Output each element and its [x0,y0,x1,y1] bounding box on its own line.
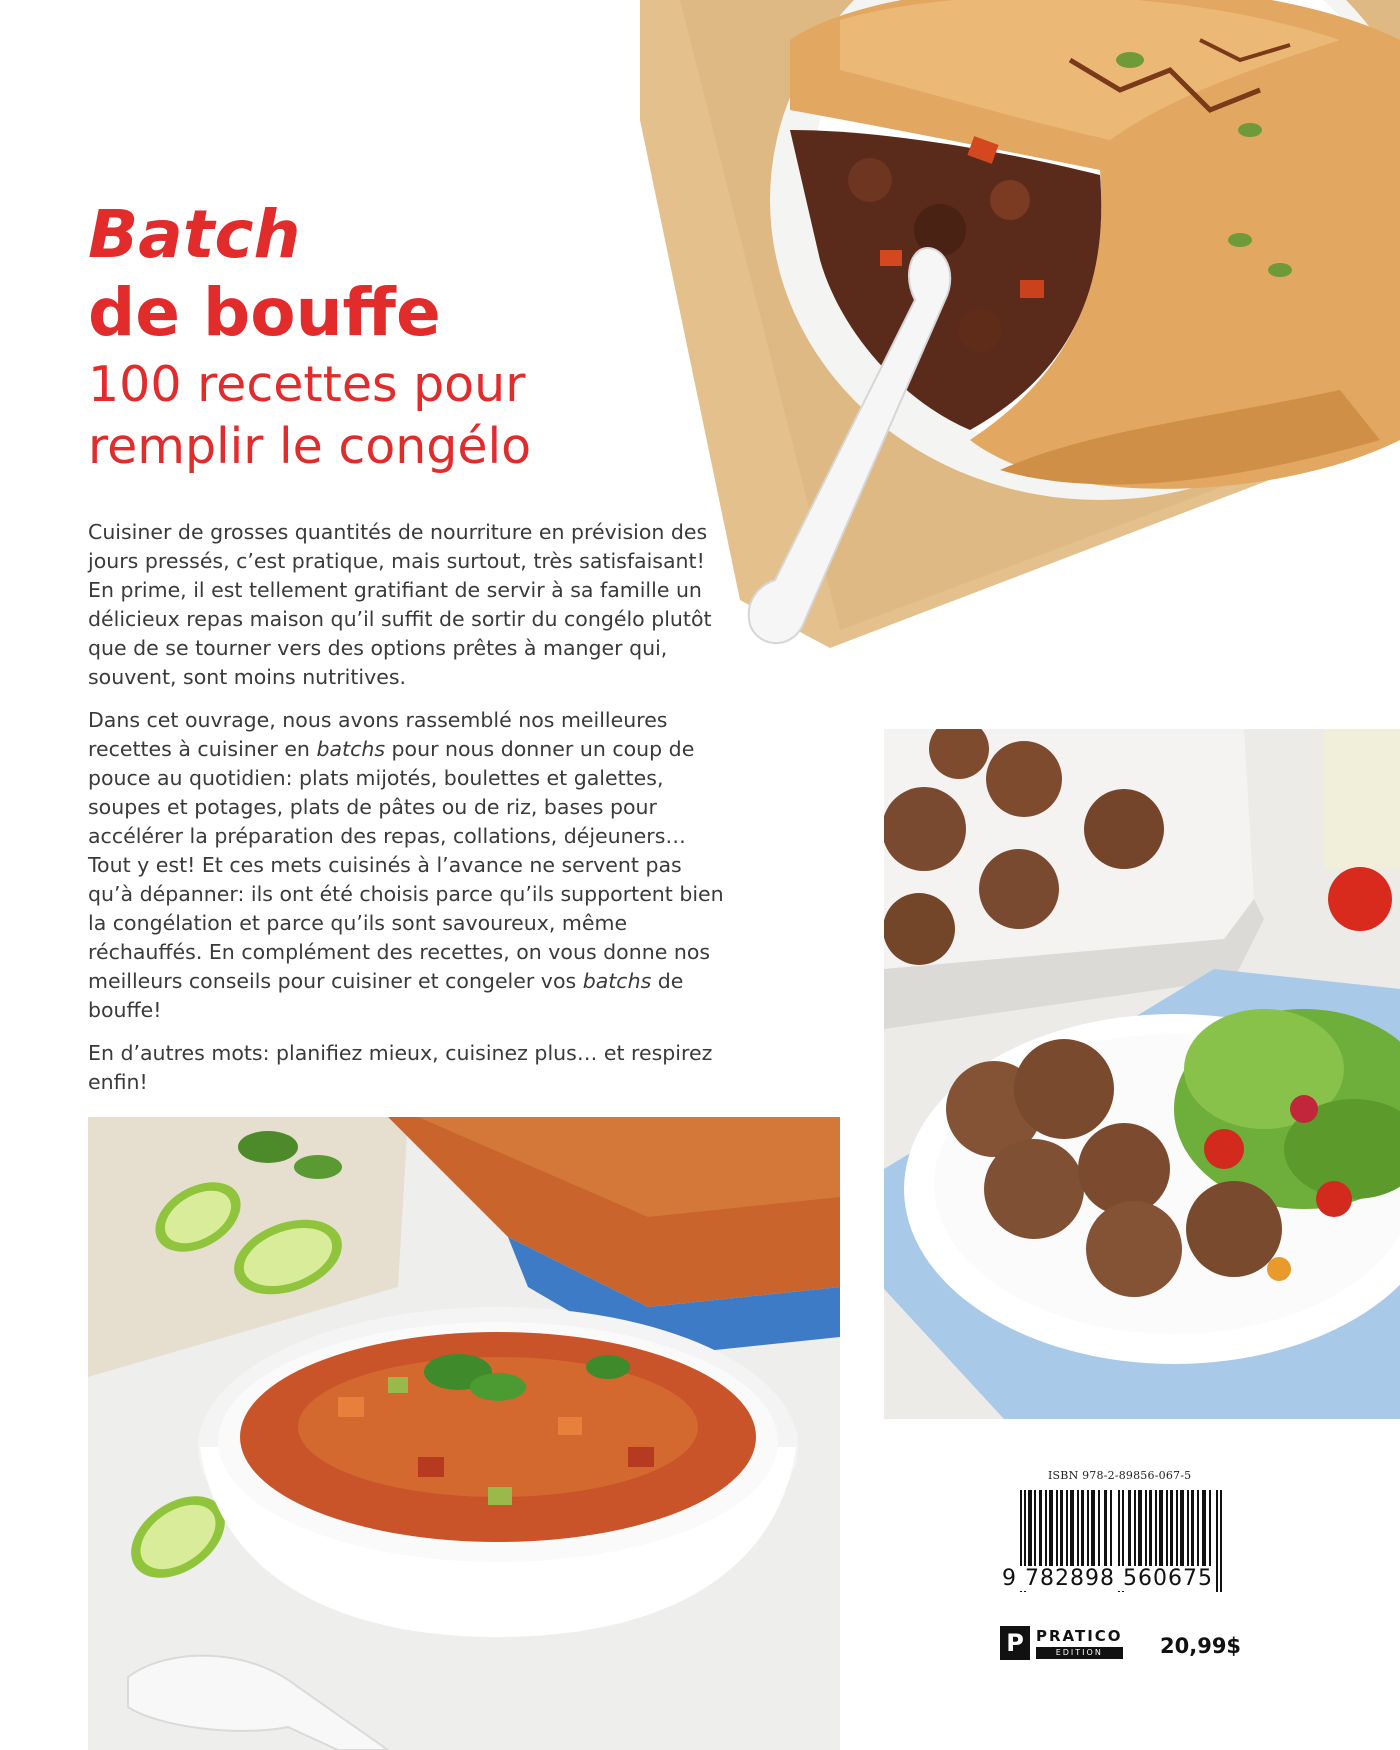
pot-pie-photo [640,0,1400,660]
price: 20,99$ [1160,1634,1242,1658]
blurb-paragraph-2 [88,706,728,1025]
isbn-label: ISBN 978-2-89856-067-5 [1048,1469,1192,1482]
barcode-number: 9 782898 560675 [1002,1566,1213,1591]
book-subtitle: 100 recettes pour remplir le congélo [88,356,532,475]
blurb-paragraph-3: En d’autres mots: planifiez mieux, cuisinez plus… et respirez enfin! [88,1041,713,1094]
publisher-name: PRATICO [1036,1627,1123,1645]
title-line-1: Batch [88,196,301,273]
blurb-paragraph-1: Cuisiner de grosses quantités de nourriture en prévision des jours pressés, c’est pratique, mais surtout, très satisfaisant! En prime, il est tellement gratifiant de servir à sa famille un délicieux repas maison qu’il suffit de sortir du congélo plutôt que de se tourner vers des options prêtes à manger qui, souvent, sont moins nutritives. [88,520,712,689]
barcode-digits [1000,1566,1215,1591]
blurb-paragraph-2-part: pour nous donner un coup de pouce au quotidien: plats mijotés, boulettes et galettes, soupes et potages, plats de pâtes ou de riz, bases pour accélérer la préparation des repas, collations, déjeuners… Tout y est! Et ces mets cuisinés à l’avance ne servent pas qu’à dépanner: ils ont été choisis parce qu’ils supportent bien la congélation et parce qu’ils sont savoureux, même réchauffés. En complément des recettes, on vous donne nos meilleurs conseils pour cuisiner et congeler vos [88,737,724,993]
meatballs-photo [884,729,1400,1419]
publisher-sub: EDITION [1036,1647,1123,1659]
blurb-paragraph-2-part: de bouffe! [88,969,684,1022]
publisher-logo [1000,1626,1123,1660]
soup-photo [88,1117,840,1750]
blurb-paragraph-2-part: Dans cet ouvrage, nous avons rassemblé nos meilleures recettes à cuisiner en [88,708,668,761]
blurb-italic-word: batchs [316,737,386,761]
book-title [88,196,441,352]
blurb-italic-word: batchs [582,969,652,993]
blurb [88,518,728,1111]
publisher-logo-mark: P [1000,1626,1030,1660]
title-line-2: de bouffe [88,274,441,351]
